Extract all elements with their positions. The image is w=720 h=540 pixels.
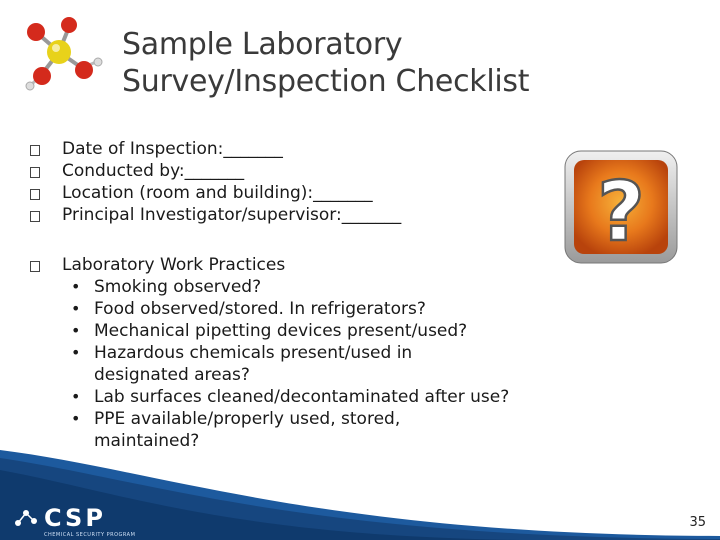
list-item [62, 386, 509, 408]
list-item-text: PPE available/properly used, stored, maintained? [94, 409, 401, 451]
work-practices-list [30, 276, 509, 452]
molecule-icon [14, 12, 106, 94]
question-mark-icon [562, 148, 680, 266]
checklist-item-date [30, 138, 401, 160]
checklist-item-conducted-by [30, 160, 401, 182]
list-item-text: Hazardous chemicals present/used in designated areas? [94, 343, 413, 385]
section-heading-row [30, 254, 509, 276]
checklist-item-location [30, 182, 401, 204]
csp-logo [14, 504, 135, 538]
checklist-label: Location (room and building):_______ [62, 183, 373, 203]
checkbox-icon [30, 189, 40, 200]
work-practices-section [30, 254, 509, 452]
csp-molecule-icon [14, 507, 38, 529]
bullet-icon: • [71, 299, 81, 318]
list-item-text: Smoking observed? [94, 277, 262, 297]
list-item-text: Lab surfaces cleaned/decontaminated after use? [94, 387, 510, 407]
bullet-icon: • [71, 277, 81, 296]
checklist-label: Principal Investigator/supervisor:_______ [62, 205, 402, 225]
bullet-icon: • [71, 387, 81, 406]
list-item [62, 276, 509, 298]
title-line-2: Survey/Inspection Checklist [122, 64, 530, 99]
list-item [62, 298, 509, 320]
page-number: 35 [689, 515, 706, 530]
title-line-1: Sample Laboratory [122, 27, 403, 62]
checklist-label: Conducted by:_______ [62, 161, 245, 181]
csp-logo-text: CSP [44, 504, 106, 532]
csp-logo-subtext: CHEMICAL SECURITY PROGRAM [44, 532, 136, 538]
bullet-icon: • [71, 321, 81, 340]
list-item-text: Mechanical pipetting devices present/used? [94, 321, 468, 341]
checkbox-icon [30, 261, 40, 272]
checklist-label: Date of Inspection:_______ [62, 139, 283, 159]
section-heading: Laboratory Work Practices [62, 255, 286, 275]
slide-title [122, 26, 529, 100]
checkbox-icon [30, 167, 40, 178]
list-item-text: Food observed/stored. In refrigerators? [94, 299, 426, 319]
inspection-checklist [30, 138, 401, 226]
bullet-icon: • [71, 343, 81, 362]
svg-text:?: ? [597, 165, 645, 260]
checkbox-icon [30, 211, 40, 222]
list-item [62, 320, 509, 342]
checkbox-icon [30, 145, 40, 156]
checklist-item-principal-investigator [30, 204, 401, 226]
bullet-icon: • [71, 409, 81, 428]
list-item [62, 342, 454, 386]
